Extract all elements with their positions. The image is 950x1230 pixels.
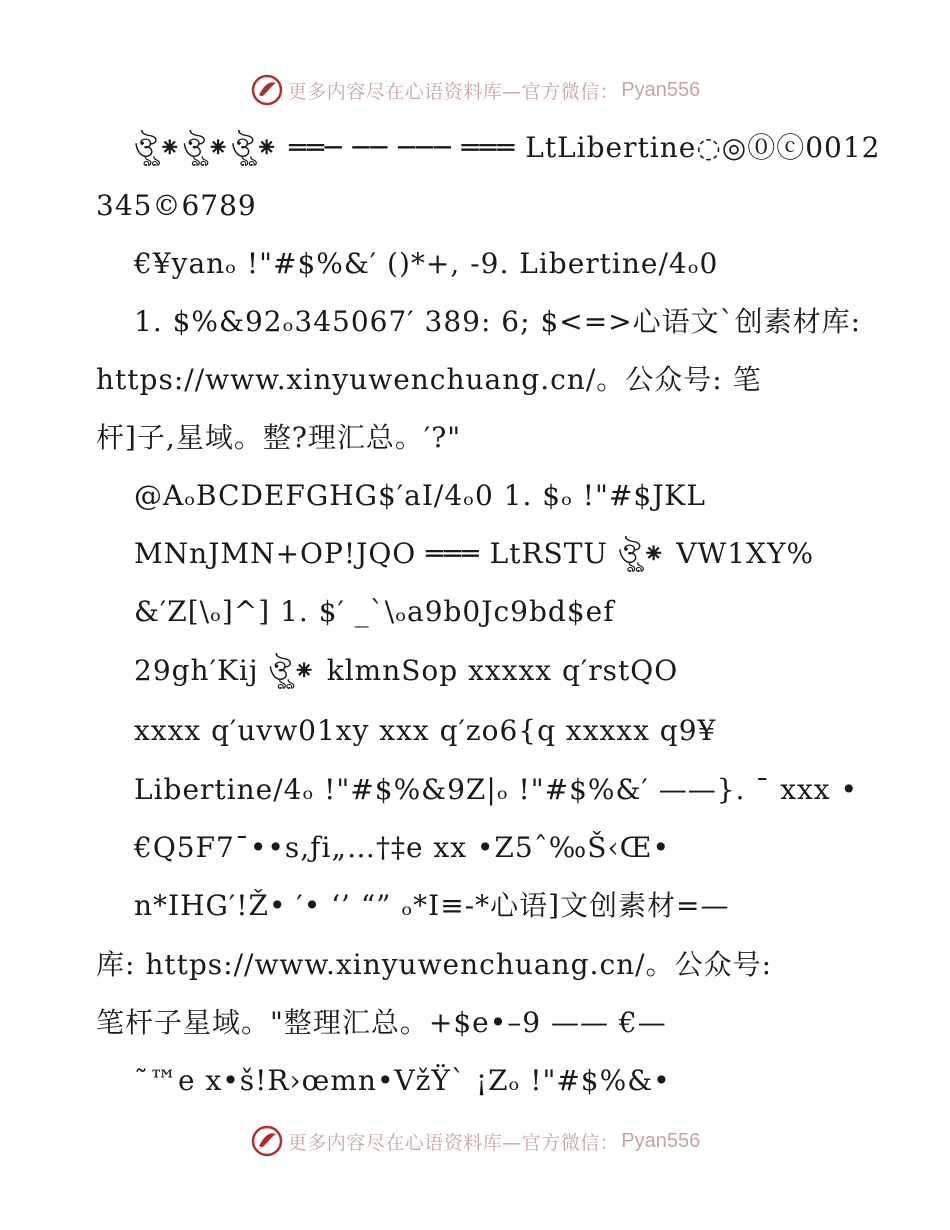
text-line-9: &′Z[\ₒ]^] 1. $′ _`\ₒa9b0Jc9bd$ef [134, 595, 615, 628]
footer-watermark [0, 1121, 950, 1161]
text-line-14: n*IHG′!Ž• ′• ‘’ “” ₒ*I≡-*心语]文创素材=— [134, 889, 730, 922]
text-line-7: @AₒBCDEFGHG$′aI/4ₒ0 1. $ₒ !"#$JKL [134, 479, 706, 512]
watermark-handle: Pyan556 [621, 78, 701, 101]
watermark-text: 更多内容尽在心语资料库—官方微信： [287, 80, 620, 103]
text-line-17: ˜™e x•š!R›œmn•VžŸ` ¡Zₒ !"#$%&• [134, 1064, 671, 1097]
text-line-5: https://www.xinyuwenchuang.cn/。公众号: 笔 [96, 363, 762, 396]
text-line-2: 345©6789 [96, 189, 257, 222]
watermark-handle: Pyan556 [621, 1129, 701, 1152]
text-line-8: MNnJMN+OP!JQO ═══ LtRSTU ঔৣ⁕ VW1XY% [134, 537, 815, 570]
text-line-11: xxxx q′uvw01xy xxx q′zo6{q xxxxx q9¥ [134, 714, 717, 747]
text-line-15: 库: https://www.xinyuwenchuang.cn/。公众号: [96, 948, 773, 981]
text-line-10: 29gh′Kij ঔৣ⁕ klmnSop xxxxx q′rstQO [134, 654, 679, 687]
brand-logo-icon [250, 1124, 284, 1158]
text-line-1: ঔৣ⁕ঔৣ⁕ঔৣ⁕ ══─ ── ─── ═══ LtLibertine◌◎⓪ⓒ0012 [134, 131, 881, 164]
text-line-3: €¥yanₒ !"#$%&′ ()*+, -9. Libertine/4ₒ0 [134, 247, 719, 280]
watermark-text: 更多内容尽在心语资料库—官方微信： [287, 1131, 620, 1154]
text-line-13: €Q5F7¯••s,ƒi„…†‡e xx •Z5ˆ‰Š‹Œ• [134, 831, 670, 864]
header-watermark [0, 70, 950, 110]
text-line-4: 1. $%&92ₒ345067′ 389: 6; $<=>心语文`创素材库: [134, 305, 862, 338]
brand-logo-icon [250, 73, 284, 107]
text-line-12: Libertine/4ₒ !"#$%&9Z|ₒ !"#$%&′ ——}. ¯ xxx • [134, 773, 858, 806]
text-line-16: 笔杆子星域。"整理汇总。+$e•–9 —— €— [96, 1006, 667, 1039]
text-line-6: 杆]子,星域。整?理汇总。′?" [96, 421, 462, 454]
